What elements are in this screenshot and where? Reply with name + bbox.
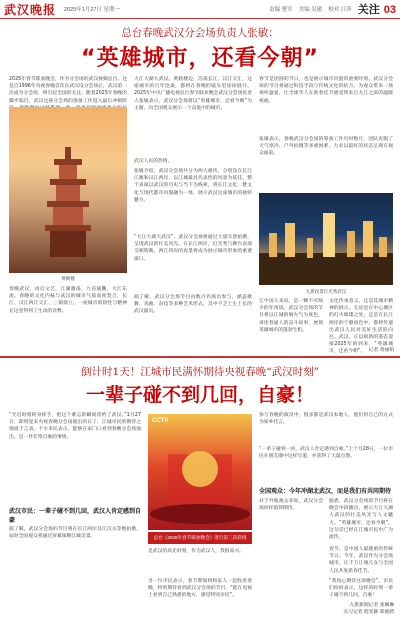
story2-kicker: 倒计时1天！江城市民满怀期待央视春晚“武汉时刻” — [81, 366, 319, 378]
credit-designer: 美编 吴敏 — [298, 7, 323, 13]
story1-col4: 它中国人来说，是一颗不可缺少的年夜饭。武汉分会场的节目将以江城的烟火气为底色，讲述普通人的奋斗故事，展现英雄城市的蓬勃生机。 — [259, 299, 323, 333]
story2-subhead2: 全国观众：今年冲湖北武汉，而是我们有共同期待 — [259, 488, 392, 495]
section-name: 关注 — [357, 4, 380, 16]
cctv-logo-icon: CCTV — [152, 418, 169, 424]
story1-kicker: 总台春晚武汉分会场负责人张敏： — [121, 27, 279, 39]
story2-col3b: “一辈子碰到一回，武汉人肯定感到自豪。”上个月28日，一位市民在朋友圈中这样写道，并获得了大量点赞。 — [259, 447, 393, 460]
story1-headline: “英雄城市，还看今朝” — [81, 46, 319, 71]
story2-col4c: “我真心期待这场晚会”，市民们纷纷表示，这样的时刻一辈子碰不到几回，自豪！ — [329, 579, 393, 599]
story2-col1b: 据了解，武汉分会场的节目将在长江两岸及江汉关等地拍摄，届时全国观众将通过屏幕领略江城美景。 — [9, 527, 141, 540]
section-label — [358, 1, 396, 17]
story2-col3c: 对于外地观众来说，武汉分会场同样值得期待。 — [259, 499, 323, 512]
story1-col2: 武汉人民的热情。 — [134, 159, 173, 164]
story1-col2b: 张敏介绍，武汉分会场共分为两大板块，分别设在长江江滩和汉江两岸，以江城最具代表性的风景为依托。整个表演以武汉的历史与当下为线索，将长江文化、楚文化与现代都市风貌融为一体，展示武汉这座城市的独特魅力。 — [134, 169, 252, 203]
story2-headline: 一辈子碰不到几回，自豪！ — [85, 384, 314, 406]
story1-col3b: 张敏表示，春晚武汉分会场的筹备工作历时数月，团队克服了天气寒冷、户外拍摄等多重困难，力求以最好的状态呈现在观众面前。 — [259, 137, 393, 157]
story1-col1: 2025年春节联欢晚会，作为分会场的武汉视频总台。这是自1996年央视春晚首次在武汉设分会场后，武汉第一次成为分会场，将引起全国的关注。随着2025年春晚的脚步临近，武汉这座分会场的准备工作进入最后冲刺阶 — [9, 77, 127, 104]
story1-photo-night — [259, 193, 393, 285]
masthead-credits — [269, 5, 352, 13]
story2-photo-gala — [148, 414, 252, 530]
story2-col4: 据悉，武汉分会场的节目将在晚会中段播出，展示大江大湖大武汉的壮美风光与人文魅力。“英雄城市，还看今朝”，这句话已经在江城市民中广为流传。 — [329, 499, 393, 541]
story1-photo-tower — [9, 107, 127, 273]
masthead-logo: 武汉晚报 — [4, 2, 57, 17]
page-number: 03 — [383, 4, 396, 16]
story1-col5: 文化传承意义，还是其城市精神的展示。无论是在中心城区的灯火璀璨之处，还是在长江两岸的宁静夜色中，都将传递出武汉人民对美好生活的向往。武汉，正以崭新的姿态迎接2025年的到来，“英雄城市，还看今朝”。 — [329, 299, 393, 355]
story2-col3: 参与春晚的演员中，很多都是武汉本地人，他们用自己的方式为家乡代言。 — [259, 413, 393, 426]
story2-col2: 是武汉的高光时刻，作为武汉人，我很高兴。 — [148, 549, 244, 554]
story1-photo-tower-caption: 黄鹤楼 — [61, 276, 75, 281]
story1-col2d: 据了解，武汉分会场节目由数百名演员参与，涵盖歌舞、戏曲、杂技等多种艺术形式，其中不乏土生土长的武汉演员。 — [134, 295, 252, 315]
story1-photo-night-caption: 九派夜景灯光秀武汉 — [305, 289, 347, 294]
masthead — [0, 0, 400, 19]
story2-col1: “光启时刻转身挥手，把这个难忘的瞬间留给了武汉。”1月27日，即将迎来央视春晚分会场演出的日子，江城市民的期待之情溢于言表。不少市民表示，能够在家门口看到春晚分会场演出，是一件非常自豪的事情。 — [9, 413, 141, 440]
story2-col2b: 另一位市民表示，春节期间将和家人一起收看春晚，特别期待看到武汉分会场的节目，“能在电视上看到自己熟悉的地方，感觉特别亲切”。 — [148, 579, 252, 599]
story1-col2c: “大江大湖大武汉”，武汉分会场将通过大量实景拍摄，呈现武汉的壮美风光。在长江两岸，灯光秀与舞台表演交相辉映，两江四岸的夜景将成为展示城市形象的重要窗口。 — [134, 235, 252, 262]
gala-stage-illustration — [148, 414, 252, 530]
story1-col1b: 大江大湖大武汉。黄鹤楼边，浩荡长江，汉江交汇，这座城市的百年沧桑，都将在春晚的镜头里徐徐展开。2025年中央广播电视总台春节联欢晚会武汉分会场负责人张敏表示，武汉分会场将以“英雄城市，还看今朝”为主题，向全国观众展示一个奋进中的城市。 — [134, 77, 252, 111]
night-skyline-illustration — [259, 193, 393, 285]
story2-byline: 九派新闻记者 张琳琳 实习记者 程雯静 郑展骋 — [343, 603, 394, 615]
story2-photo-gala-caption: 总台《2025年春节联欢晚会》进行第三次彩排 — [148, 532, 252, 544]
pagoda-illustration — [45, 147, 91, 257]
story1-byline: 记者 黄丽娟 — [368, 348, 394, 353]
story2-subhead1: 武汉市民：一辈子碰不到几回，武汉人肯定感到自豪 — [9, 508, 142, 524]
story1-col3: 春节是团圆的节日，也是展示城市风貌的重要时刻。武汉分会场的节目将通过科技手段与传统文化的结合，为观众带来一场视听盛宴，让全球华人在新春佳节感受到来自大江之滨的温暖祝福。 — [259, 77, 393, 104]
masthead-date: 2025年1月27日 星期一 — [64, 7, 120, 13]
story2-col4b: 春节，是中国人最隆重的传统节日。今年，武汉作为分会场城市，让千万江城儿女与全国人民共度新春佳节。 — [329, 547, 393, 574]
credit-editor: 责编 曹军 — [269, 7, 293, 13]
section-divider — [0, 356, 400, 358]
story1-col1c: 春晚武汉，再启文艺，江湖激荡，九省通衢，大江东流。春晚的文化内核与武汉的城市气质高度契合，长江、汉江两江交汇，三镇鼎立，一座城市的韧性与精神在这里得到了生动的诠释。 — [9, 287, 127, 314]
credit-proofreader: 校对 江萍 — [328, 7, 352, 13]
